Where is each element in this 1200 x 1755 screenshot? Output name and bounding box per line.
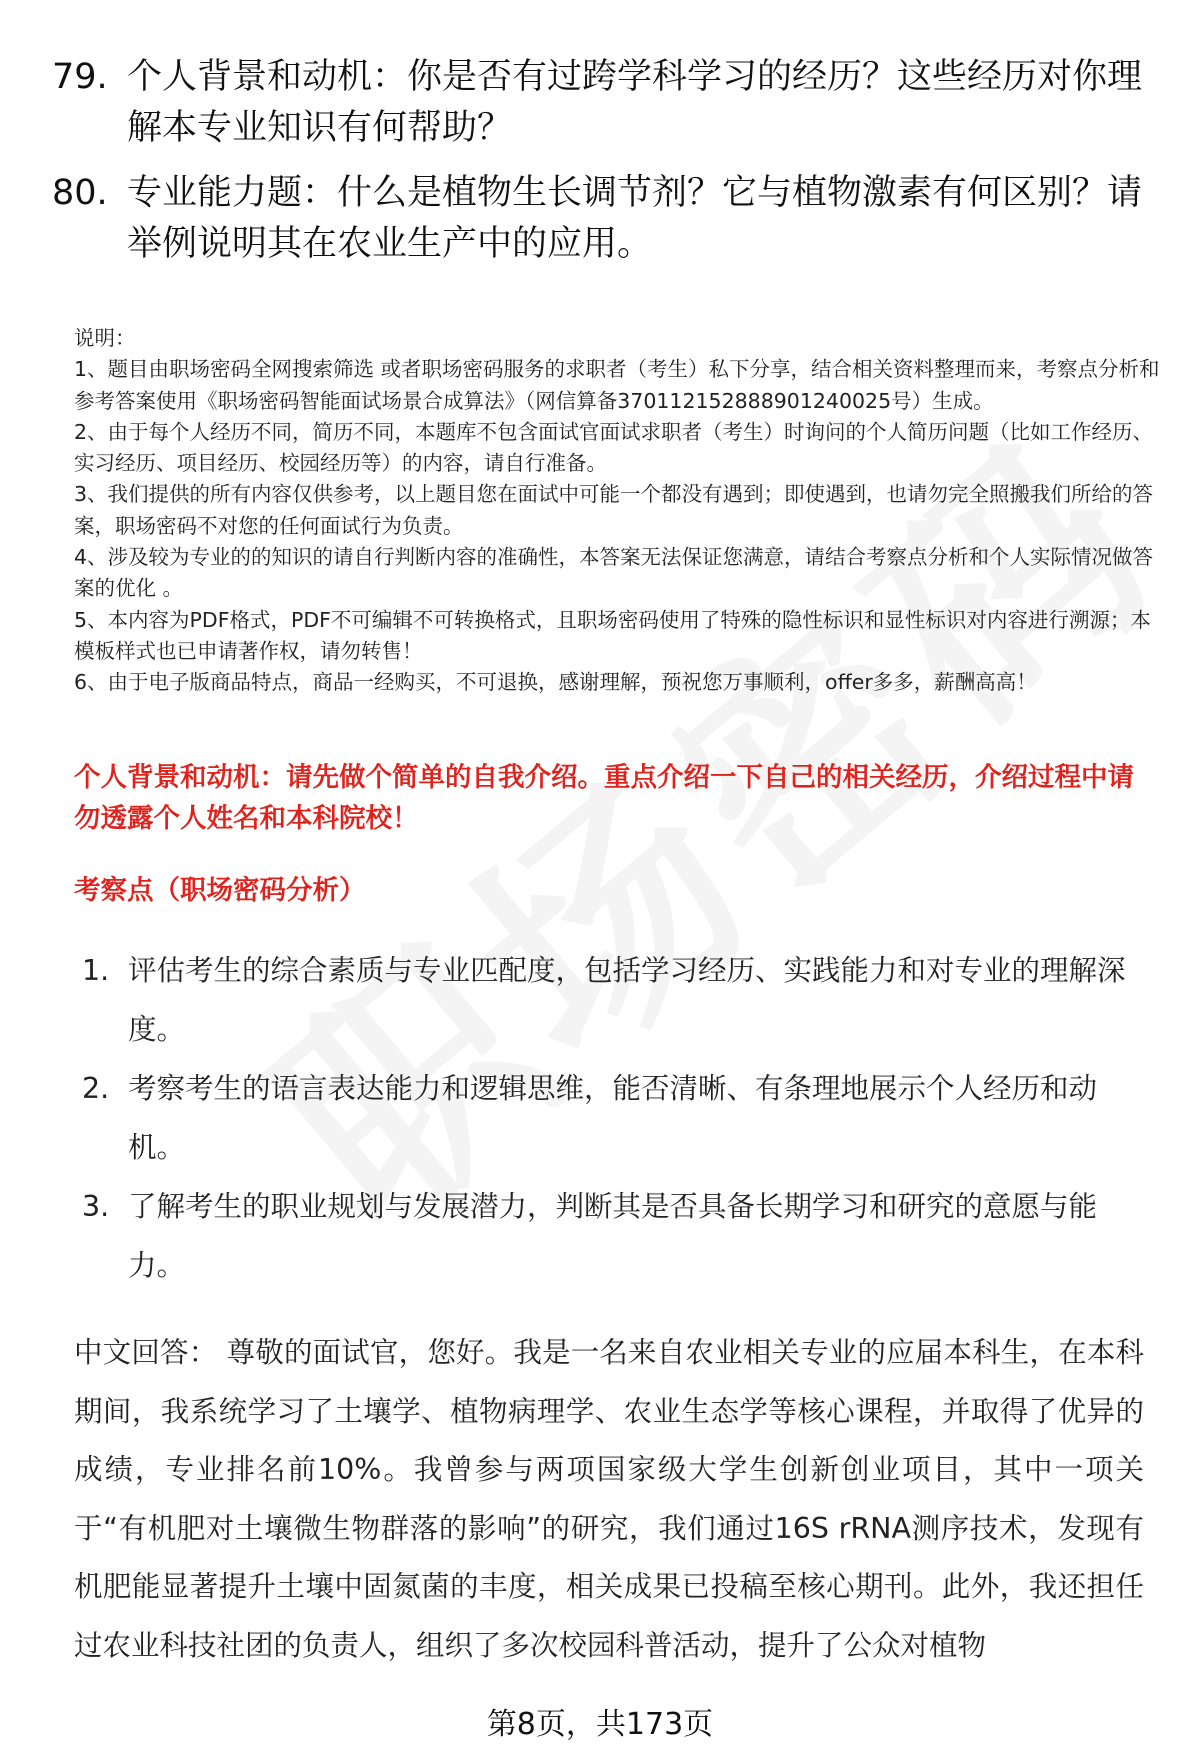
question-number: 79.	[52, 57, 108, 97]
point-number: 2.	[82, 1072, 110, 1105]
notes-block	[74, 323, 1164, 699]
notes-heading: 说明：	[74, 326, 136, 350]
point-text: 了解考生的职业规划与发展潜力，判断其是否具备长期学习和研究的意愿与能力。	[128, 1190, 1098, 1282]
question-79	[52, 52, 1152, 154]
point-text: 考察考生的语言表达能力和逻辑思维，能否清晰、有条理地展示个人经历和动机。	[128, 1072, 1098, 1164]
question-text: 个人背景和动机：你是否有过跨学科学习的经历？这些经历对你理解本专业知识有何帮助？	[127, 57, 1143, 148]
point-number: 3.	[82, 1190, 110, 1223]
page-footer: 第8页，共173页	[486, 1707, 714, 1742]
note-item: 6、由于电子版商品特点，商品一经购买，不可退换，感谢理解，预祝您万事顺利，offer多多，薪酬高高！	[74, 670, 1037, 695]
question-80	[52, 168, 1152, 270]
point-text: 评估考生的综合素质与专业匹配度，包括学习经历、实践能力和对专业的理解深度。	[128, 954, 1126, 1046]
section-subtitle: 考察点（职场密码分析）	[74, 875, 366, 906]
note-item: 3、我们提供的所有内容仅供参考，以上题目您在面试中可能一个都没有遇到；即使遇到，也请勿完全照搬我们所给的答案，职场密码不对您的任何面试行为负责。	[74, 482, 1154, 538]
note-item: 2、由于每个人经历不同，简历不同，本题库不包含面试官面试求职者（考生）时询问的个人简历问题（比如工作经历、实习经历、项目经历、校园经历等）的内容，请自行准备。	[74, 419, 1154, 476]
list-item	[82, 1059, 1142, 1177]
question-text: 专业能力题：什么是植物生长调节剂？它与植物激素有何区别？请举例说明其在农业生产中的应用。	[127, 173, 1143, 264]
point-number: 1.	[82, 954, 110, 987]
answer-paragraph: 中文回答： 尊敬的面试官，您好。我是一名来自农业相关专业的应届本科生，在本科期间，我系统学习了土壤学、植物病理学、农业生态学等核心课程，并取得了优异的成绩，专业排名前10%。我曾参与两项国家级大学生创新创业项目，其中一项关于“有机肥对土壤微生物群落的影响”的研究，我们通过16S rRNA测序技术，发现有机肥能显著提升土壤中固氮菌的丰度，相关成果已投稿至核心期刊。此外，我还担任过农业科技社团的负责人，组织了多次校园科普活动，提升了公众对植物	[74, 1336, 1144, 1662]
note-item: 5、本内容为PDF格式，PDF不可编辑不可转换格式，且职场密码使用了特殊的隐性标识和显性标识对内容进行溯源；本模板样式也已申请著作权，请勿转售！	[74, 607, 1151, 663]
section-title: 个人背景和动机：请先做个简单的自我介绍。重点介绍一下自己的相关经历，介绍过程中请勿透露个人姓名和本科院校！	[74, 762, 1134, 834]
list-item	[82, 1177, 1142, 1295]
evaluation-points	[82, 941, 1142, 1295]
question-number: 80.	[52, 173, 108, 213]
list-item	[82, 941, 1142, 1059]
note-item: 4、涉及较为专业的的知识的请自行判断内容的准确性，本答案无法保证您满意，请结合考察点分析和个人实际情况做答案的优化 。	[74, 545, 1154, 601]
note-item: 1、题目由职场密码全网搜索筛选 或者职场密码服务的求职者（考生）私下分享，结合相关资料整理而来，考察点分析和参考答案使用《职场密码智能面试场景合成算法》（网信算备370112152888901240025号）生成。	[74, 357, 1160, 413]
